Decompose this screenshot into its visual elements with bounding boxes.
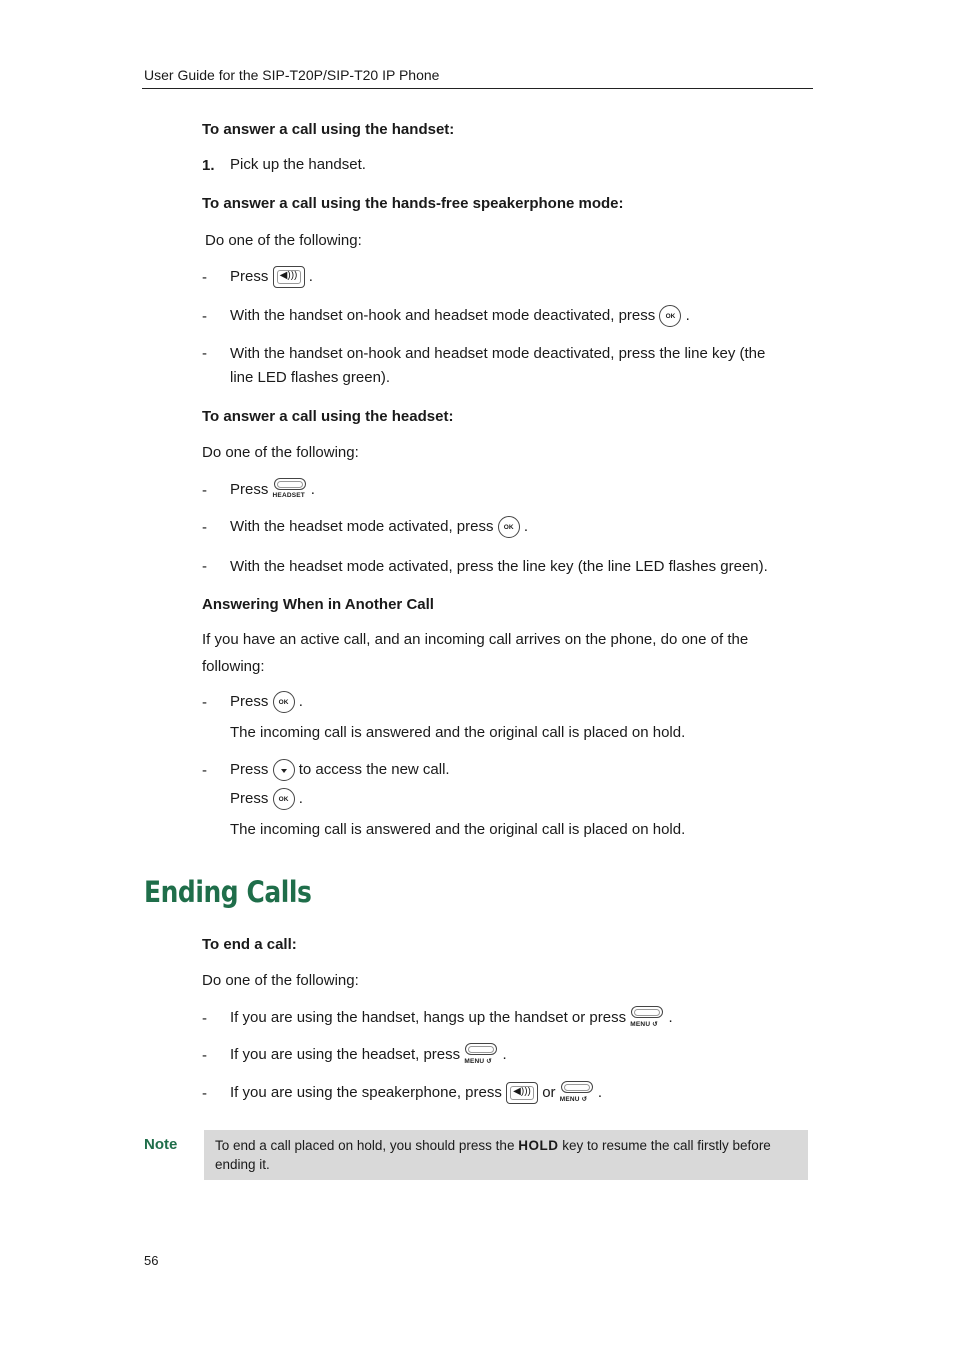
another-intro-line1: If you have an active call, and an incoming call arrives on the phone, do one of the: [202, 631, 749, 648]
navigation-down-key-icon: [273, 759, 295, 781]
bullet-dash: -: [202, 308, 207, 325]
note-text-after: key to resume the call firstly before ending it.: [215, 1138, 771, 1172]
item-text: If you are using the headset, press: [230, 1045, 461, 1063]
headset-key-icon: HEADSET: [273, 478, 307, 502]
period: .: [502, 1045, 507, 1063]
item-text: If you are using the speakerphone, press: [230, 1083, 502, 1101]
list-item: [230, 305, 690, 327]
period: .: [308, 267, 313, 285]
or-text: or: [542, 1083, 556, 1101]
note-text: [215, 1136, 800, 1174]
item-text: Press: [230, 789, 269, 807]
period: .: [597, 1083, 603, 1101]
note-label: Note: [144, 1136, 178, 1153]
bullet-dash: -: [202, 694, 207, 711]
item-text: With the headset mode activated, press: [230, 517, 494, 535]
speaker-key-icon: ◀))): [273, 266, 305, 288]
list-item: [230, 691, 303, 713]
another-intro-line2: following:: [202, 658, 265, 675]
handset-heading: To answer a call using the handset:: [202, 121, 455, 138]
another-call-heading: Answering When in Another Call: [202, 596, 434, 613]
item-text-line2: line LED flashes green).: [230, 369, 391, 386]
bullet-dash: -: [202, 1085, 207, 1102]
period: .: [685, 306, 690, 324]
bullet-dash: -: [202, 1010, 207, 1027]
menu-key-icon: MENU ↺: [464, 1043, 498, 1067]
list-item: [230, 516, 528, 538]
menu-key-icon: MENU ↺: [560, 1081, 594, 1105]
speaker-heading: To answer a call using the hands-free speakerphone mode:: [202, 195, 624, 212]
header-rule: [142, 88, 813, 89]
note-box: [204, 1130, 808, 1180]
item-text: Press: [230, 692, 269, 710]
bullet-dash: -: [202, 762, 207, 779]
speaker-intro: Do one of the following:: [205, 232, 362, 249]
ok-key-icon: OK: [659, 305, 681, 327]
list-item: [230, 1043, 507, 1067]
item-text: With the headset mode activated, press the line key (the line LED flashes green).: [230, 558, 768, 575]
period: .: [668, 1008, 673, 1026]
period: .: [310, 480, 315, 498]
bullet-dash: -: [202, 269, 207, 286]
bullet-dash: -: [202, 519, 207, 536]
headset-intro: Do one of the following:: [202, 444, 359, 461]
list-item: [230, 788, 303, 810]
item-text: Press: [230, 267, 269, 285]
result-text: The incoming call is answered and the original call is placed on hold.: [230, 724, 686, 741]
menu-key-icon: MENU ↺: [630, 1006, 664, 1030]
list-item: [230, 478, 315, 502]
end-intro: Do one of the following:: [202, 972, 359, 989]
step-text: Pick up the handset.: [230, 156, 366, 173]
page-number: 56: [144, 1253, 159, 1268]
list-item: [230, 759, 450, 781]
end-call-heading: To end a call:: [202, 936, 297, 953]
item-text: With the handset on-hook and headset mode deactivated, press: [230, 306, 656, 324]
period: .: [298, 789, 303, 807]
list-item: [230, 266, 313, 288]
period: .: [298, 692, 303, 710]
ok-key-icon: OK: [498, 516, 520, 538]
bullet-dash: -: [202, 558, 207, 575]
item-text: Press: [230, 480, 269, 498]
list-item: [230, 1081, 602, 1105]
headset-heading: To answer a call using the headset:: [202, 408, 454, 425]
item-suffix: to access the new call.: [298, 760, 450, 778]
item-text: Press: [230, 760, 269, 778]
item-text-line1: With the handset on-hook and headset mode deactivated, press the line key (the: [230, 345, 766, 362]
step-number: 1.: [202, 157, 215, 174]
list-item: [230, 1006, 673, 1030]
ok-key-icon: OK: [273, 691, 295, 713]
bullet-dash: -: [202, 1047, 207, 1064]
bullet-dash: -: [202, 482, 207, 499]
section-title: Ending Calls: [144, 875, 312, 909]
speaker-key-icon: ◀))): [506, 1082, 538, 1104]
ok-key-icon: OK: [273, 788, 295, 810]
note-text-before: To end a call placed on hold, you should press the: [215, 1138, 515, 1153]
running-header: User Guide for the SIP-T20P/SIP-T20 IP Phone: [144, 67, 440, 83]
period: .: [523, 517, 528, 535]
result-text: The incoming call is answered and the original call is placed on hold.: [230, 821, 686, 838]
hold-key-label: HOLD: [518, 1138, 559, 1153]
item-text: If you are using the handset, hangs up the handset or press: [230, 1008, 627, 1026]
bullet-dash: -: [202, 345, 207, 362]
